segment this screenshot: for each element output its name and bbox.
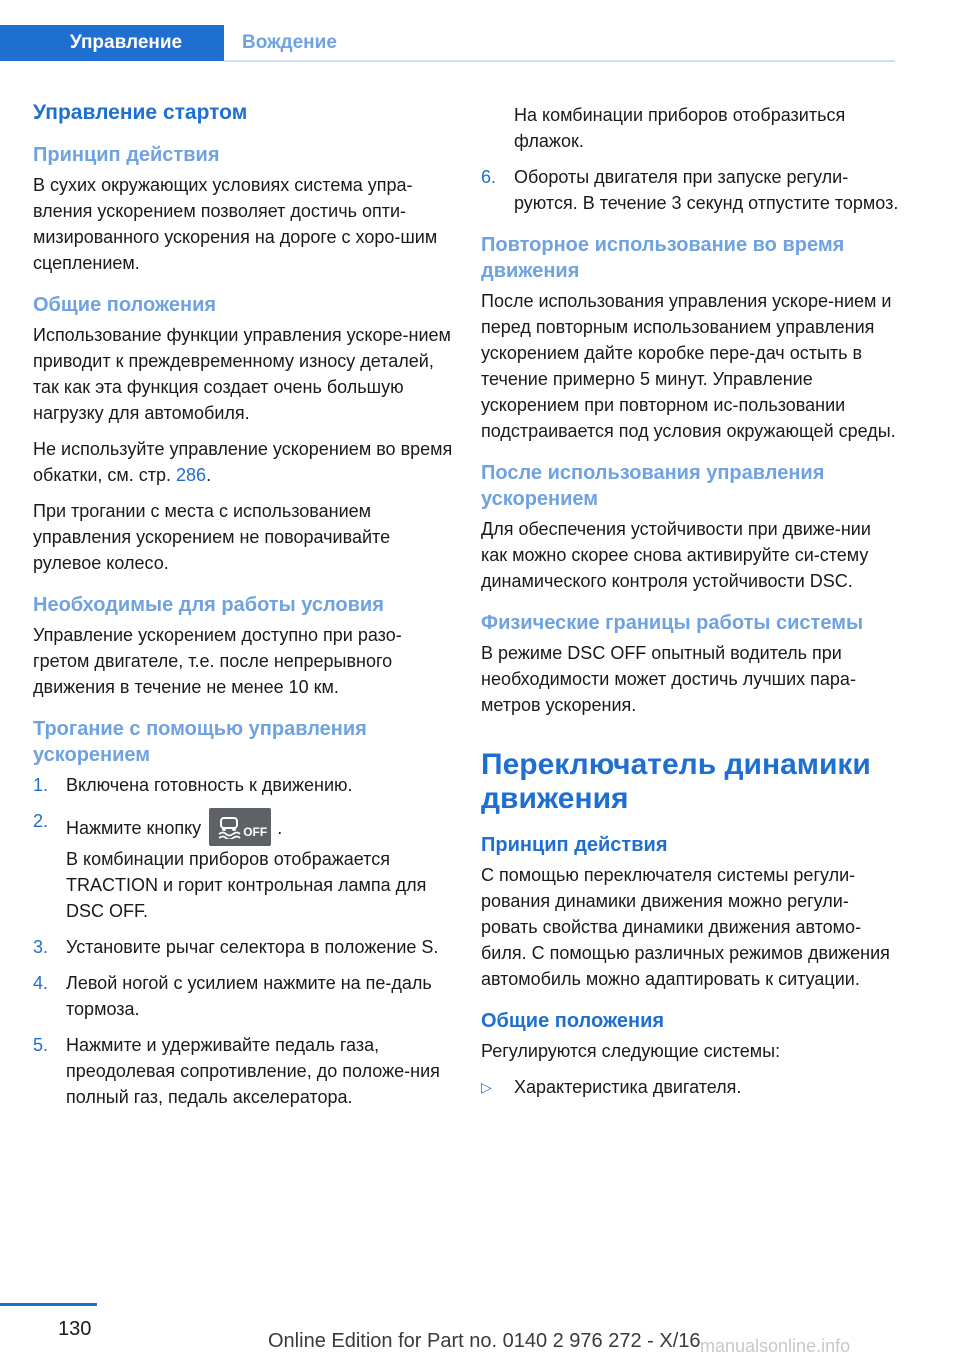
- tab-driving[interactable]: Вождение: [242, 32, 337, 53]
- step-3: [33, 934, 453, 960]
- switch-general-text: Регулируются следующие системы:: [481, 1041, 781, 1061]
- list-item: [481, 1074, 899, 1100]
- step-text: На комбинации приборов отобразиться флажок.: [514, 105, 846, 151]
- switch-principle-text: С помощью переключателя системы регули-рования динамики движения можно регули-ровать свойства динамики движения автомо-биля. С помощью различных режимов движения автомобиль можно адаптировать к ситуации.: [481, 865, 890, 989]
- step-text: Установите рычаг селектора в положение S.: [66, 937, 439, 957]
- systems-list: [481, 1074, 899, 1100]
- step-5-continued: [481, 102, 899, 154]
- heading-reuse: Повторное использование во время движения: [481, 234, 845, 282]
- step-text: Левой ногой с усилием нажмите на пе-даль тормоза.: [66, 973, 432, 1019]
- step-text-end: .: [277, 818, 283, 838]
- section-title-drive-switch: Переключатель динамики движения: [481, 748, 871, 815]
- heading-principle: Принцип действия: [33, 144, 220, 166]
- step-number: 6.: [481, 167, 497, 187]
- heading-start: Трогание с помощью управления ускорением: [33, 718, 367, 766]
- start-steps: [33, 772, 453, 1110]
- list-item-text: Характеристика двигателя.: [514, 1077, 742, 1097]
- step-text: Нажмите и удерживайте педаль газа, преодолевая сопротивление, до положе-ния полный газ, педаль акселератора.: [66, 1035, 440, 1107]
- start-steps-continued: [481, 102, 899, 216]
- general-text-3: При трогании с места с использованием управления ускорением не поворачивайте рулевое колесо.: [33, 501, 391, 573]
- heading-switch-principle: Принцип действия: [481, 834, 668, 856]
- limits-text: В режиме DSC OFF опытный водитель при необходимости может достичь лучших пара-метров ускорения.: [481, 643, 856, 715]
- general-text-1: Использование функции управления ускоре-нием приводит к преждевременному износу деталей, так как эта функция создает очень большую нагрузку для автомобиля.: [33, 325, 451, 423]
- edition-text: Online Edition for Part no. 0140 2 976 272 - X/16: [268, 1330, 701, 1352]
- after-use-text: Для обеспечения устойчивости при движе-нии как можно скорее снова активируйте си-стему динамического контроля устойчивости DSC.: [481, 519, 871, 591]
- step-2: [33, 808, 453, 924]
- watermark: manualsonline.info: [700, 1336, 851, 1356]
- step-number: 4.: [33, 973, 49, 993]
- step-text: Нажмите кнопку: [66, 818, 202, 838]
- heading-after-use: После использования управления ускорением: [481, 462, 825, 510]
- dsc-off-button-icon: [209, 808, 271, 846]
- car-skid-icon: [216, 815, 242, 839]
- reuse-text: После использования управления ускоре-нием и перед повторным использованием управления ускорением дайте коробке пере-дач остыть в течение примерно 5 минут. Управление ускорением при повторном ис-пользовании подстраивается под условия окружающей среды.: [481, 291, 896, 441]
- step-4: [33, 970, 453, 1022]
- page-number: 130: [58, 1318, 92, 1340]
- step-5: [33, 1032, 453, 1110]
- step-number: 2.: [33, 811, 49, 831]
- tab-underline: [224, 60, 895, 62]
- step-text: Включена готовность к движению.: [66, 775, 353, 795]
- step-6: [481, 164, 899, 216]
- step-1: [33, 772, 453, 798]
- general-text-2-end: .: [206, 465, 212, 485]
- section-title-launch-control: Управление стартом: [33, 101, 248, 124]
- step-number: 1.: [33, 775, 49, 795]
- step-number: 3.: [33, 937, 49, 957]
- principle-text: В сухих окружающих условиях система упра-вления ускорением позволяет достичь опти-мизированного ускорения на дороге с хоро-шим сцеплением.: [33, 175, 438, 273]
- heading-conditions: Необходимые для работы условия: [33, 594, 384, 616]
- step-note: В комбинации приборов отображается TRACTION и горит контрольная лампа для DSC OFF.: [66, 849, 427, 921]
- step-text: Обороты двигателя при запуске регули-руются. В течение 3 секунд отпустите тормоз.: [514, 167, 899, 213]
- header-tabs: [0, 25, 895, 62]
- triangle-bullet-icon: ▷: [481, 1079, 492, 1095]
- step-number: 5.: [33, 1035, 49, 1055]
- right-column: [481, 100, 899, 1100]
- conditions-text: Управление ускорением доступно при разо-гретом двигателе, т.е. после непрерывного движения в течение не менее 10 км.: [33, 625, 402, 697]
- heading-limits: Физические границы работы системы: [481, 612, 864, 634]
- left-column: [33, 100, 453, 1120]
- page-link-286[interactable]: 286: [176, 465, 207, 485]
- general-text-2-body: Не используйте управление ускорением во время обкатки, см. стр.: [33, 439, 453, 485]
- dsc-off-label: OFF: [243, 825, 268, 839]
- heading-switch-general: Общие положения: [481, 1010, 665, 1032]
- heading-general: Общие положения: [33, 294, 217, 316]
- tab-control[interactable]: Управление: [0, 25, 224, 61]
- general-text-2: [33, 436, 453, 488]
- footer-rule: [0, 1303, 97, 1306]
